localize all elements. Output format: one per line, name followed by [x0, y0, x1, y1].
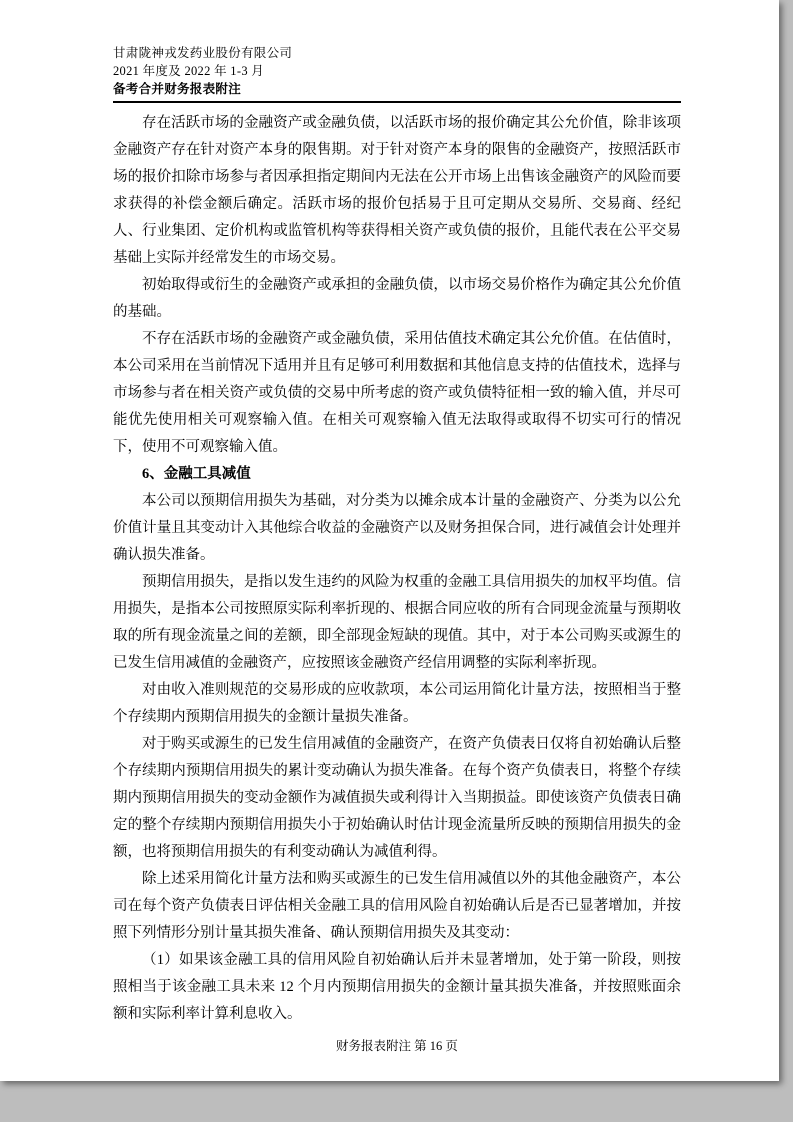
page-footer — [113, 1038, 681, 1055]
document-body — [113, 110, 681, 1028]
body-paragraph: 初始取得或衍生的金融资产或承担的金融负债，以市场交易价格作为确定其公允价值的基础。 — [113, 277, 681, 320]
body-paragraph: 存在活跃市场的金融资产或金融负债，以活跃市场的报价确定其公允价值，除非该项金融资产存在针对资产本身的限售期。对于针对资产本身的限售的金融资产，按照活跃市场的报价扣除市场参与者因承担指定期间内无法在公开市场上出售该金融资产的风险而要求获得的补偿金额后确定。活跃市场的报价包括易于且可定期从交易所、交易商、经纪人、行业集团、定价机构或监管机构等获得相关资产或负债的报价，且能代表在公平交易基础上实际并经常发生的市场交易。 — [113, 115, 681, 266]
header-company-name: 甘肃陇神戎发药业股份有限公司 — [113, 46, 293, 60]
body-paragraph: （1）如果该金融工具的信用风险自初始确认后并未显著增加，处于第一阶段，则按照相当于该金融工具未来 12 个月内预期信用损失的金额计量其损失准备，并按照账面余额和实际利率计算利息收入。 — [113, 952, 681, 1022]
body-paragraph: 除上述采用简化计量方法和购买或源生的已发生信用减值以外的其他金融资产，本公司在每个资产负债表日评估相关金融工具的信用风险自初始确认后是否已显著增加，并按照下列情形分别计量其损失准备、确认预期信用损失及其变动： — [113, 871, 681, 941]
document-header — [113, 44, 681, 103]
header-divider-line — [113, 101, 681, 103]
body-paragraph: 本公司以预期信用损失为基础，对分类为以摊余成本计量的金融资产、分类为以公允价值计量且其变动计入其他综合收益的金融资产以及财务担保合同，进行减值会计处理并确认损失准备。 — [113, 493, 681, 563]
footer-page-label: 财务报表附注 第 16 页 — [336, 1039, 458, 1053]
body-paragraph: 对于购买或源生的已发生信用减值的金融资产，在资产负债表日仅将自初始确认后整个存续期内预期信用损失的累计变动确认为损失准备。在每个资产负债表日，将整个存续期内预期信用损失的变动金额作为减值损失或利得计入当期损益。即使该资产负债表日确定的整个存续期内预期信用损失小于初始确认时估计现金流量所反映的预期信用损失的金额，也将预期信用损失的有利变动确认为减值利得。 — [113, 736, 681, 860]
header-report-period: 2021 年度及 2022 年 1-3 月 — [113, 64, 265, 78]
section-heading-impairment: 6、金融工具减值 — [142, 466, 251, 482]
body-paragraph: 对由收入准则规范的交易形成的应收款项，本公司运用简化计量方法，按照相当于整个存续期内预期信用损失的金额计量损失准备。 — [113, 682, 681, 725]
header-document-title: 备考合并财务报表附注 — [113, 82, 242, 96]
body-paragraph: 预期信用损失，是指以发生违约的风险为权重的金融工具信用损失的加权平均值。信用损失，是指本公司按照原实际利率折现的、根据合同应收的所有合同现金流量与预期收取的所有现金流量之间的差额，即全部现金短缺的现值。其中，对于本公司购买或源生的已发生信用减值的金融资产，应按照该金融资产经信用调整的实际利率折现。 — [113, 574, 681, 671]
body-paragraph: 不存在活跃市场的金融资产或金融负债，采用估值技术确定其公允价值。在估值时，本公司采用在当前情况下适用并且有足够可利用数据和其他信息支持的估值技术，选择与市场参与者在相关资产或负债的交易中所考虑的资产或负债特征相一致的输入值，并尽可能优先使用相关可观察输入值。在相关可观察输入值无法取得或取得不切实可行的情况下，使用不可观察输入值。 — [113, 331, 681, 455]
